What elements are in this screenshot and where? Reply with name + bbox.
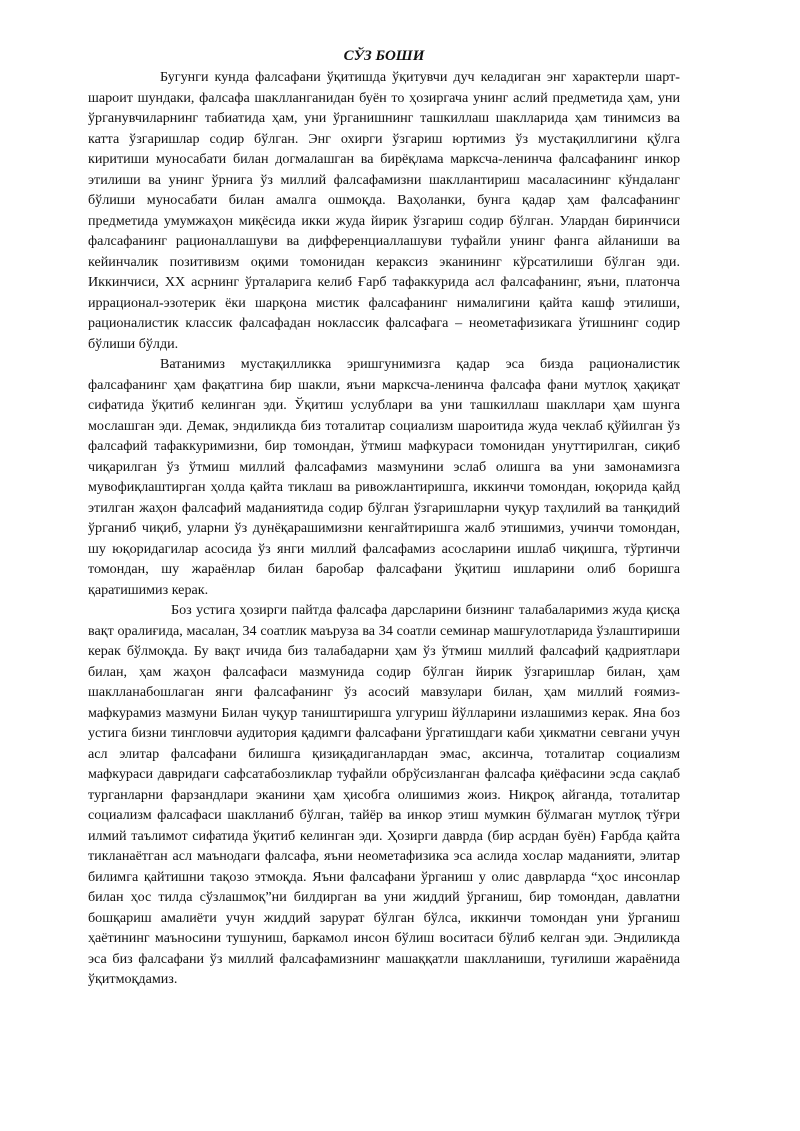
- paragraph-3: Боз устига ҳозирги пайтда фалсафа дарсларини бизнинг талабаларимиз жуда қисқа вақт оралиғида, масалан, 34 соатлик маъруза ва 34 соатли семинар машғулотларида ўзлаштириши керак бўлмоқда. Бу вақт ичида биз талабадарни ҳам ўз ўтмиш миллий фалсафий қадриятлари билан, ҳам жаҳон фалсафаси мазмунида содир бўлган йирик ўзгаришлар билан, ҳам шаклланабошлаган янги фалсафанинг ўз асосий мавзулари билан, ҳам миллий ғоямиз-мафкурамиз мазмуни Билан чуқур таништиришга улгуриш йўлларини излашимиз керак. Яна боз устига бизни тингловчи аудитория қадимги фалсафани ўргатишдаги каби ҳикматни севгани учун асл элитар фалсафани билишга қизиқадиганлардан эмас, аксинча, тоталитар социализм мафкураси давридаги сафсатабозликлар туфайли обрўсизланган фалсафа қиёфасини эсда сақлаб турганларни фарзандлари эканини ҳам ҳисобга олишимиз жоиз. Ниқроқ айганда, тоталитар социализм фалсафаси шаклланиб бўлган, тайёр ва инкор этиш мумкин бўлмаган мутлоқ тўғри илмий таълимот сифатида ўқитиб келинган эди. Ҳозирги даврда (бир асрдан буён) Ғарбда қайта тикланаётган асл маънодаги фалсафа, яъни неометафизика эса аслида хослар маданияти, элитар билимга қайтишни тақозо этмоқда. Яъни фалсафани ўрганиш у олис даврларда “ҳос инсонлар билан ҳос тилда сўзлашмоқ”ни билдирган ва уни жиддий ўрганиш, бир томондан, давлатни бошқариш амалиёти учун жиддий зарурат бўлган бўлса, иккинчи томондан уни ўрганиш ҳаётининг маъносини тушуниш, баркамол инсон бўлиш воситаси бўлиб келган эди. Эндиликда эса биз фалсафани ўз миллий фалсафамизнинг машаққатли шаклланиши, туғилиши жараёнида ўқитмоқдамиз.: [88, 602, 680, 987]
- paragraph-1: Бугунги кунда фалсафани ўқитишда ўқитувчи дуч келадиган энг характерли шарт-шароит шундаки, фалсафа шаклланганидан буён то ҳозиргача унинг аслий предметида ҳам, уни ўрганувчиларнинг табиатида ҳам, уни ўрганишнинг ташкиллаш шаклларида ҳам тинимсиз ва катта ўзгаришлар содир бўлган. Энг охирги ўзгариш юртимиз ўз мустақиллигини қўлга киритиши муносабати билан догмалашган ва бирёқлама марксча-ленинча фалсафанинг инкор этилиши ва унинг ўрнига ўз миллий фалсафамизни шакллантириш масаласининг кўндаланг бўлиши муносабати билан амалга ошмоқда. Ваҳоланки, бунга қадар ҳам фалсафанинг предметида умумжаҳон миқёсида икки жуда йирик ўзгариш содир бўлган. Улардан биринчиси фалсафанинг рационаллашуви ва дифференциаллашуви туфайли унинг фанга айланиши ва кейинчалик позитивизм оқими томонидан кераксиз эканининг кўрсатилиши бўлган эди. Иккинчиси, XX асрнинг ўрталарига келиб Ғарб тафаккурида асл фалсафанинг, яъни, платонча иррационал-эзотерик ёки шарқона мистик фалсафанинг нималигини қайта кашф этилиши, рационалистик классик фалсафадан ноклассик фалсафага – неометафизикага ўтишнинг содир бўлиши бўлди.: [88, 69, 680, 352]
- document-title: СЎЗ БОШИ: [343, 48, 425, 64]
- paragraph-2: Ватанимиз мустақилликка эришгунимизга қадар эса бизда рационалистик фалсафанинг ҳам фақатгина бир шакли, яъни марксча-ленинча фалсафа фани мутлоқ ҳақиқат сифатида ўқитиб келинган эди. Ўқитиш услублари ва уни ташкиллаш шакллари ҳам шунга мослашган эди. Демак, эндиликда биз тоталитар социализм шароитида жуда чеклаб қўйилган ўз фалсафий тафаккуримизни, бир томондан, ўтмиш мафкураси томонидан унуттирилган, сиқиб чиқарилган ўз ўтмиш миллий фалсафамиз мазмунини эслаб олишга ва уни замонамизга мувофиқлаштирган ҳолда қайта тиклаш ва ривожлантиришга, иккинчи томондан, юқорида қайд этилган жаҳон фалсафий маданиятида содир бўлган ўзгаришларни чуқур таҳлилий ва танқидий ўрганиб чиқиб, уларни ўз дунёқарашимизни кенгайтиришга жалб этишимиз, учинчи томондан, шу юқоридагилар асосида ўз янги миллий фалсафамиз асосларини ишлаб чиқишга, тўртинчи томондан, шу жараёнлар билан баробар фалсафани ўқитиш ишларини олиб боришга қаратишимиз керак.: [88, 356, 680, 598]
- document-page: [88, 46, 680, 990]
